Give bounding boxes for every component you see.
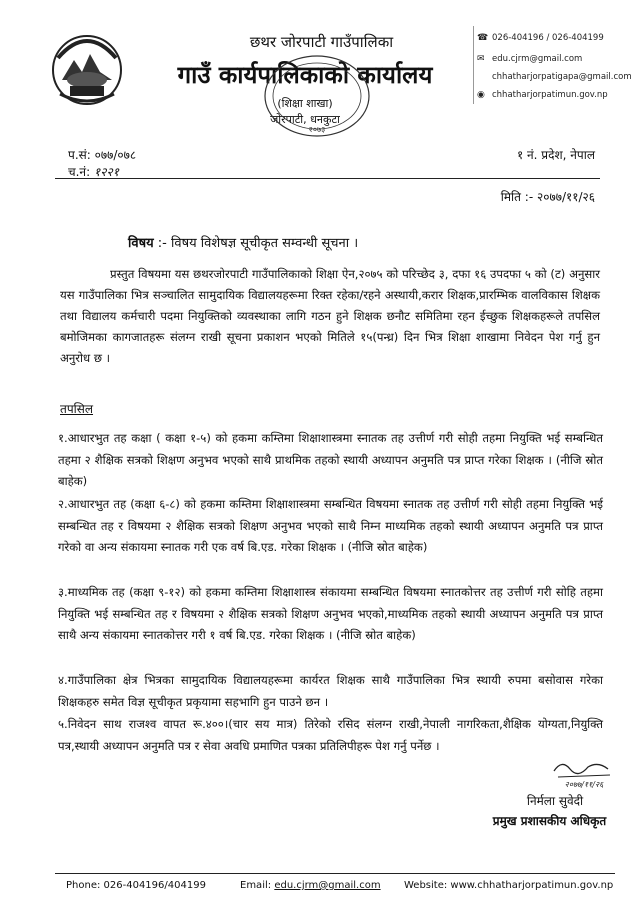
province-label: १ नं. प्रदेश, नेपाल (516, 148, 595, 162)
intro-paragraph: प्रस्तुत विषयमा यस छथरजोरपाटी गाउँपालिकाको शिक्षा ऐन,२०७५ को परिच्छेद ३, दफा १६ उपदफा ५ को (ट) अनुसार यस गाउँपालिका भित्र सञ्चालित सामुदायिक विद्यालयहरूमा रिक्त रहेका/रहने अस्थायी,करार शिक्षक,प्रारम्भिक वालविकास शिक्षक तथा विद्यालय कर्मचारी पदमा नियुक्तिको व्यवस्थाका लागि गठन हुने शिक्षक छनौट समितिमा रहन ईच्छुक शिक्षकहरूले तपसिल बमोजिमका कागजातहरू संलग्न राखी सूचना प्रकाशन भएको मितिले १५(पन्ध्र) दिन भित्र शिक्षा शाखामा निवेदन पेश गर्नु हुन अनुरोध छ । (60, 267, 600, 365)
email-icon: ✉ (477, 54, 485, 64)
office-title: गाउँ कार्यपालिकाको कार्यालय (177, 61, 433, 89)
footer-website[interactable]: Website: www.chhatharjorpatimun.gov.np (404, 880, 614, 891)
list-item: २.आधारभुत तह (कक्षा ६-८) को हकमा कम्तिमा शिक्षाशास्त्रमा सम्बन्धित विषयमा स्नातक तह उत्तीर्ण गरी सोही तहमा नियुक्ति भई सम्बन्धित तह र विषयमा २ शैक्षिक सत्रको शिक्षण अनुभव भएको साथै निम्न माध्यमिक तहको स्थायी अध्यापन अनुमति पत्र प्राप्त गरेको वा अन्य संकायमा स्नातक गरी एक वर्ष बि.एड. गरेका शिक्षक । (नीजि स्रोत बाहेक) (58, 497, 603, 554)
contact-email: ✉ edu.cjrm@gmail.com (477, 54, 583, 64)
contact-email-alt: chhatharjorpatigapa@gmail.com (492, 72, 632, 82)
office-location: जोरपाटी, धनकुटा (270, 113, 340, 126)
letter-date: मिति :- २०७७/११/२६ (500, 190, 595, 204)
signatory-name: निर्मला सुवेदी (526, 794, 584, 808)
footer-phone: Phone: 026-404196/404199 (66, 880, 206, 891)
list-item: ३.माध्यमिक तह (कक्षा ९-१२) को हकमा कम्तिमा शिक्षाशास्त्र संकायमा सम्बन्धित विषयमा स्नातकोत्तर तह उत्तीर्ण गरी सोहि तहमा नियुक्ति भई सम्बन्धित तह र विषयमा २ शैक्षिक सत्रको शिक्षण अनुभव भएको,माध्यमिक तहको स्थायी अध्यापन अनुमति पत्र प्राप्त साथै अन्य संकायमा स्नातकोत्तर गरी १ वर्ष बि.एड. गरेका शिक्षक । (नीजि स्रोत बाहेक) (58, 585, 603, 642)
list-item: १.आधारभुत तह कक्षा ( कक्षा १-५) को हकमा कम्तिमा शिक्षाशास्त्रमा स्नातक तह उत्तीर्ण गरी सोही तहमा नियुक्ति भई सम्बन्धित तहमा २ शैक्षिक सत्रको शिक्षण अनुभव भएको साथै प्राथमिक तहको स्थायी अध्यापन अनुमति पत्र प्राप्त गरेका शिक्षक । (नीजि स्रोत बाहेक) (58, 431, 603, 488)
subject-line: विषय :- विषय विशेषज्ञ सूचीकृत सम्वन्धी सूचना । (128, 236, 359, 251)
signature-scribble (548, 757, 618, 789)
office-seal-stamp (262, 54, 372, 138)
footer-divider (55, 873, 615, 874)
list-item: ४.गाउँपालिका क्षेत्र भित्रका सामुदायिक विद्यालयहरूमा कार्यरत शिक्षक साथै गाउँपालिका भित्र स्थायी रुपमा बसोवास गरेका शिक्षकहरु समेत विज्ञ सूचीकृत प्रकृयामा सहभागि हुन पाउने छन । (58, 673, 603, 709)
tapasil-heading: तपसिल (60, 402, 94, 416)
municipality-name: छथर जोरपाटी गाउँपालिका (249, 33, 394, 51)
list-item: ५.निवेदन साथ राजश्व वापत रू.४००।(चार सय मात्र) तिरेको रसिद संलग्न राखी,नेपाली नागरिकता,शैक्षिक योग्यता,नियुक्ति पत्र,स्थायी अध्यापन अनुमति पत्र र सेवा अवधि प्रमाणित पत्रका प्रतिलिपीहरू पेश गर्नु पर्नेछ । (58, 717, 603, 753)
svg-text:२०७३: २०७३ (308, 125, 326, 134)
phone-icon: ☎ (477, 33, 489, 43)
signatory-title: प्रमुख प्रशासकीय अधिकृत (492, 814, 607, 828)
contact-phone: ☎ 026-404196 / 026-404199 (477, 33, 604, 43)
contact-website: ◉ chhatharjorpatimun.gov.np (477, 90, 608, 100)
header-divider (55, 178, 600, 179)
footer-email: Email: edu.cjrm@gmail.com (240, 880, 381, 891)
ref-cn: च.नं: १२२१ (68, 165, 119, 179)
svg-text:२०७७/११/२६: २०७७/११/२६ (564, 780, 604, 789)
section-name: (शिक्षा शाखा) (277, 97, 333, 110)
ref-ps: प.सं: ०७७/०७८ (68, 148, 137, 162)
globe-icon: ◉ (477, 90, 485, 100)
